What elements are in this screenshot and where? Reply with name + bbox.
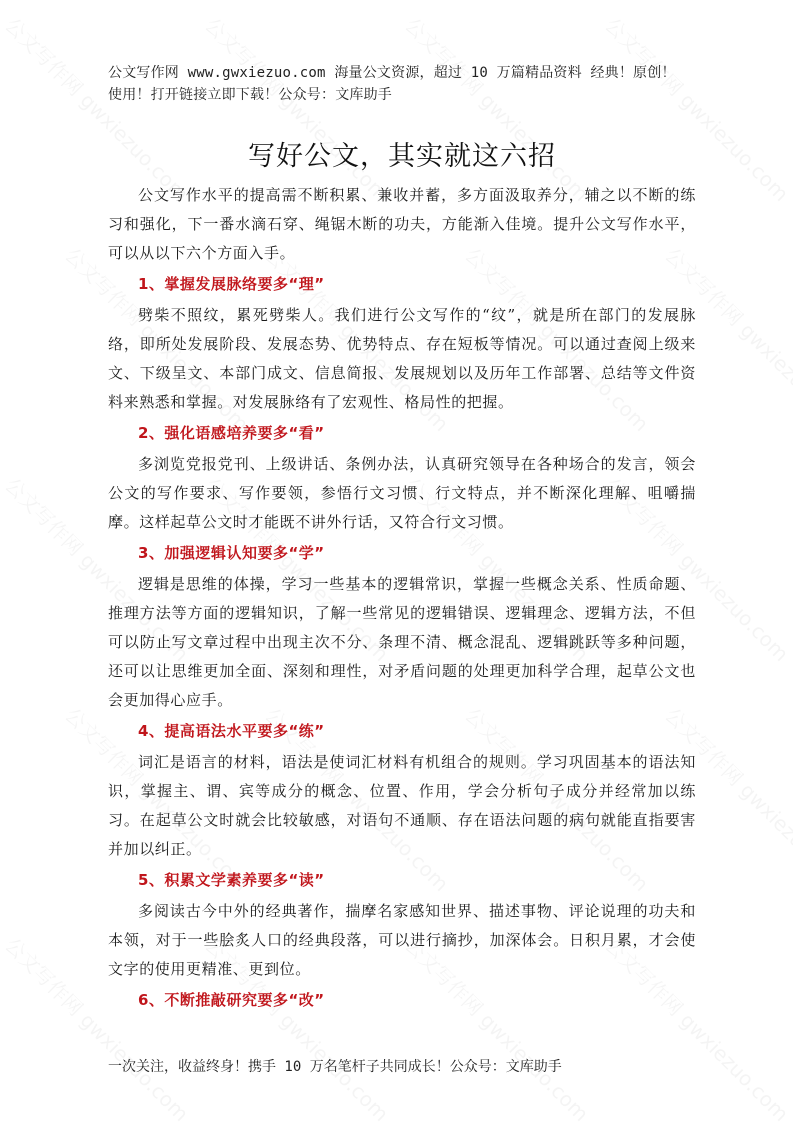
intro-paragraph: 公文写作水平的提高需不断积累、兼收并蓄，多方面汲取养分，辅之以不断的练习和强化，下一番水滴石穿、绳锯木断的功夫，方能渐入佳境。提升公文写作水平，可以从以下六个方面入手。 xyxy=(108,186,696,262)
section-body: 劈柴不照纹，累死劈柴人。我们进行公文写作的“纹”，就是所在部门的发展脉络，即所处发展阶段、发展态势、优势特点、存在短板等情况。可以通过查阅上级来文、下级呈文、本部门成文、信息简报、发展规划以及历年工作部署、总结等文件资料来熟悉和掌握。对发展脉络有了宏观性、格局性的把握。 xyxy=(108,306,696,411)
document-title: 写好公文，其实就这六招 xyxy=(248,141,556,172)
section-4 xyxy=(108,717,696,864)
header-promo-line-1: 公文写作网 www.gwxiezuo.com 海量公文资源，超过 10 万篇精品资料 经典！原创！ xyxy=(108,65,676,81)
section-heading: 4、提高语法水平要多“练” xyxy=(138,722,325,740)
header-promo-line-2: 使用！打开链接立即下载！公众号：文库助手 xyxy=(108,87,392,103)
footer-promo: 一次关注，收益终身！携手 10 万名笔杆子共同成长！公众号：文库助手 xyxy=(108,1059,562,1075)
section-5 xyxy=(108,866,696,984)
section-2 xyxy=(108,419,696,537)
section-heading: 1、掌握发展脉络要多“理” xyxy=(138,275,325,293)
section-heading: 5、积累文学素养要多“读” xyxy=(138,871,325,889)
section-6 xyxy=(108,986,696,1015)
section-heading: 6、不断推敲研究要多“改” xyxy=(138,991,325,1009)
section-body: 逻辑是思维的体操，学习一些基本的逻辑常识，掌握一些概念关系、性质命题、推理方法等方面的逻辑知识，了解一些常见的逻辑错误、逻辑理念、逻辑方法，不但可以防止写文章过程中出现主次不分、条理不清、概念混乱、逻辑跳跃等多种问题，还可以让思维更加全面、深刻和理性，对矛盾问题的处理更加科学合理，起草公文也会更加得心应手。 xyxy=(108,575,696,709)
section-3 xyxy=(108,539,696,715)
section-body: 多阅读古今中外的经典著作，揣摩名家感知世界、描述事物、评论说理的功夫和本领，对于一些脍炙人口的经典段落，可以进行摘抄，加深体会。日积月累，才会使文字的使用更精准、更到位。 xyxy=(108,902,696,978)
section-heading: 3、加强逻辑认知要多“学” xyxy=(138,544,325,562)
document-page xyxy=(108,62,696,1017)
section-heading: 2、强化语感培养要多“看” xyxy=(138,424,325,442)
section-body: 词汇是语言的材料，语法是使词汇材料有机组合的规则。学习巩固基本的语法知识，掌握主、谓、宾等成分的概念、位置、作用，学会分析句子成分并经常加以练习。在起草公文时就会比较敏感，对语句不通顺、存在语法问题的病句就能直指要害并加以纠正。 xyxy=(108,753,696,858)
section-body: 多浏览党报党刊、上级讲话、条例办法，认真研究领导在各种场合的发言，领会公文的写作要求、写作要领，参悟行文习惯、行文特点，并不断深化理解、咀嚼揣摩。这样起草公文时才能既不讲外行话，又符合行文习惯。 xyxy=(108,455,696,531)
section-1 xyxy=(108,270,696,417)
